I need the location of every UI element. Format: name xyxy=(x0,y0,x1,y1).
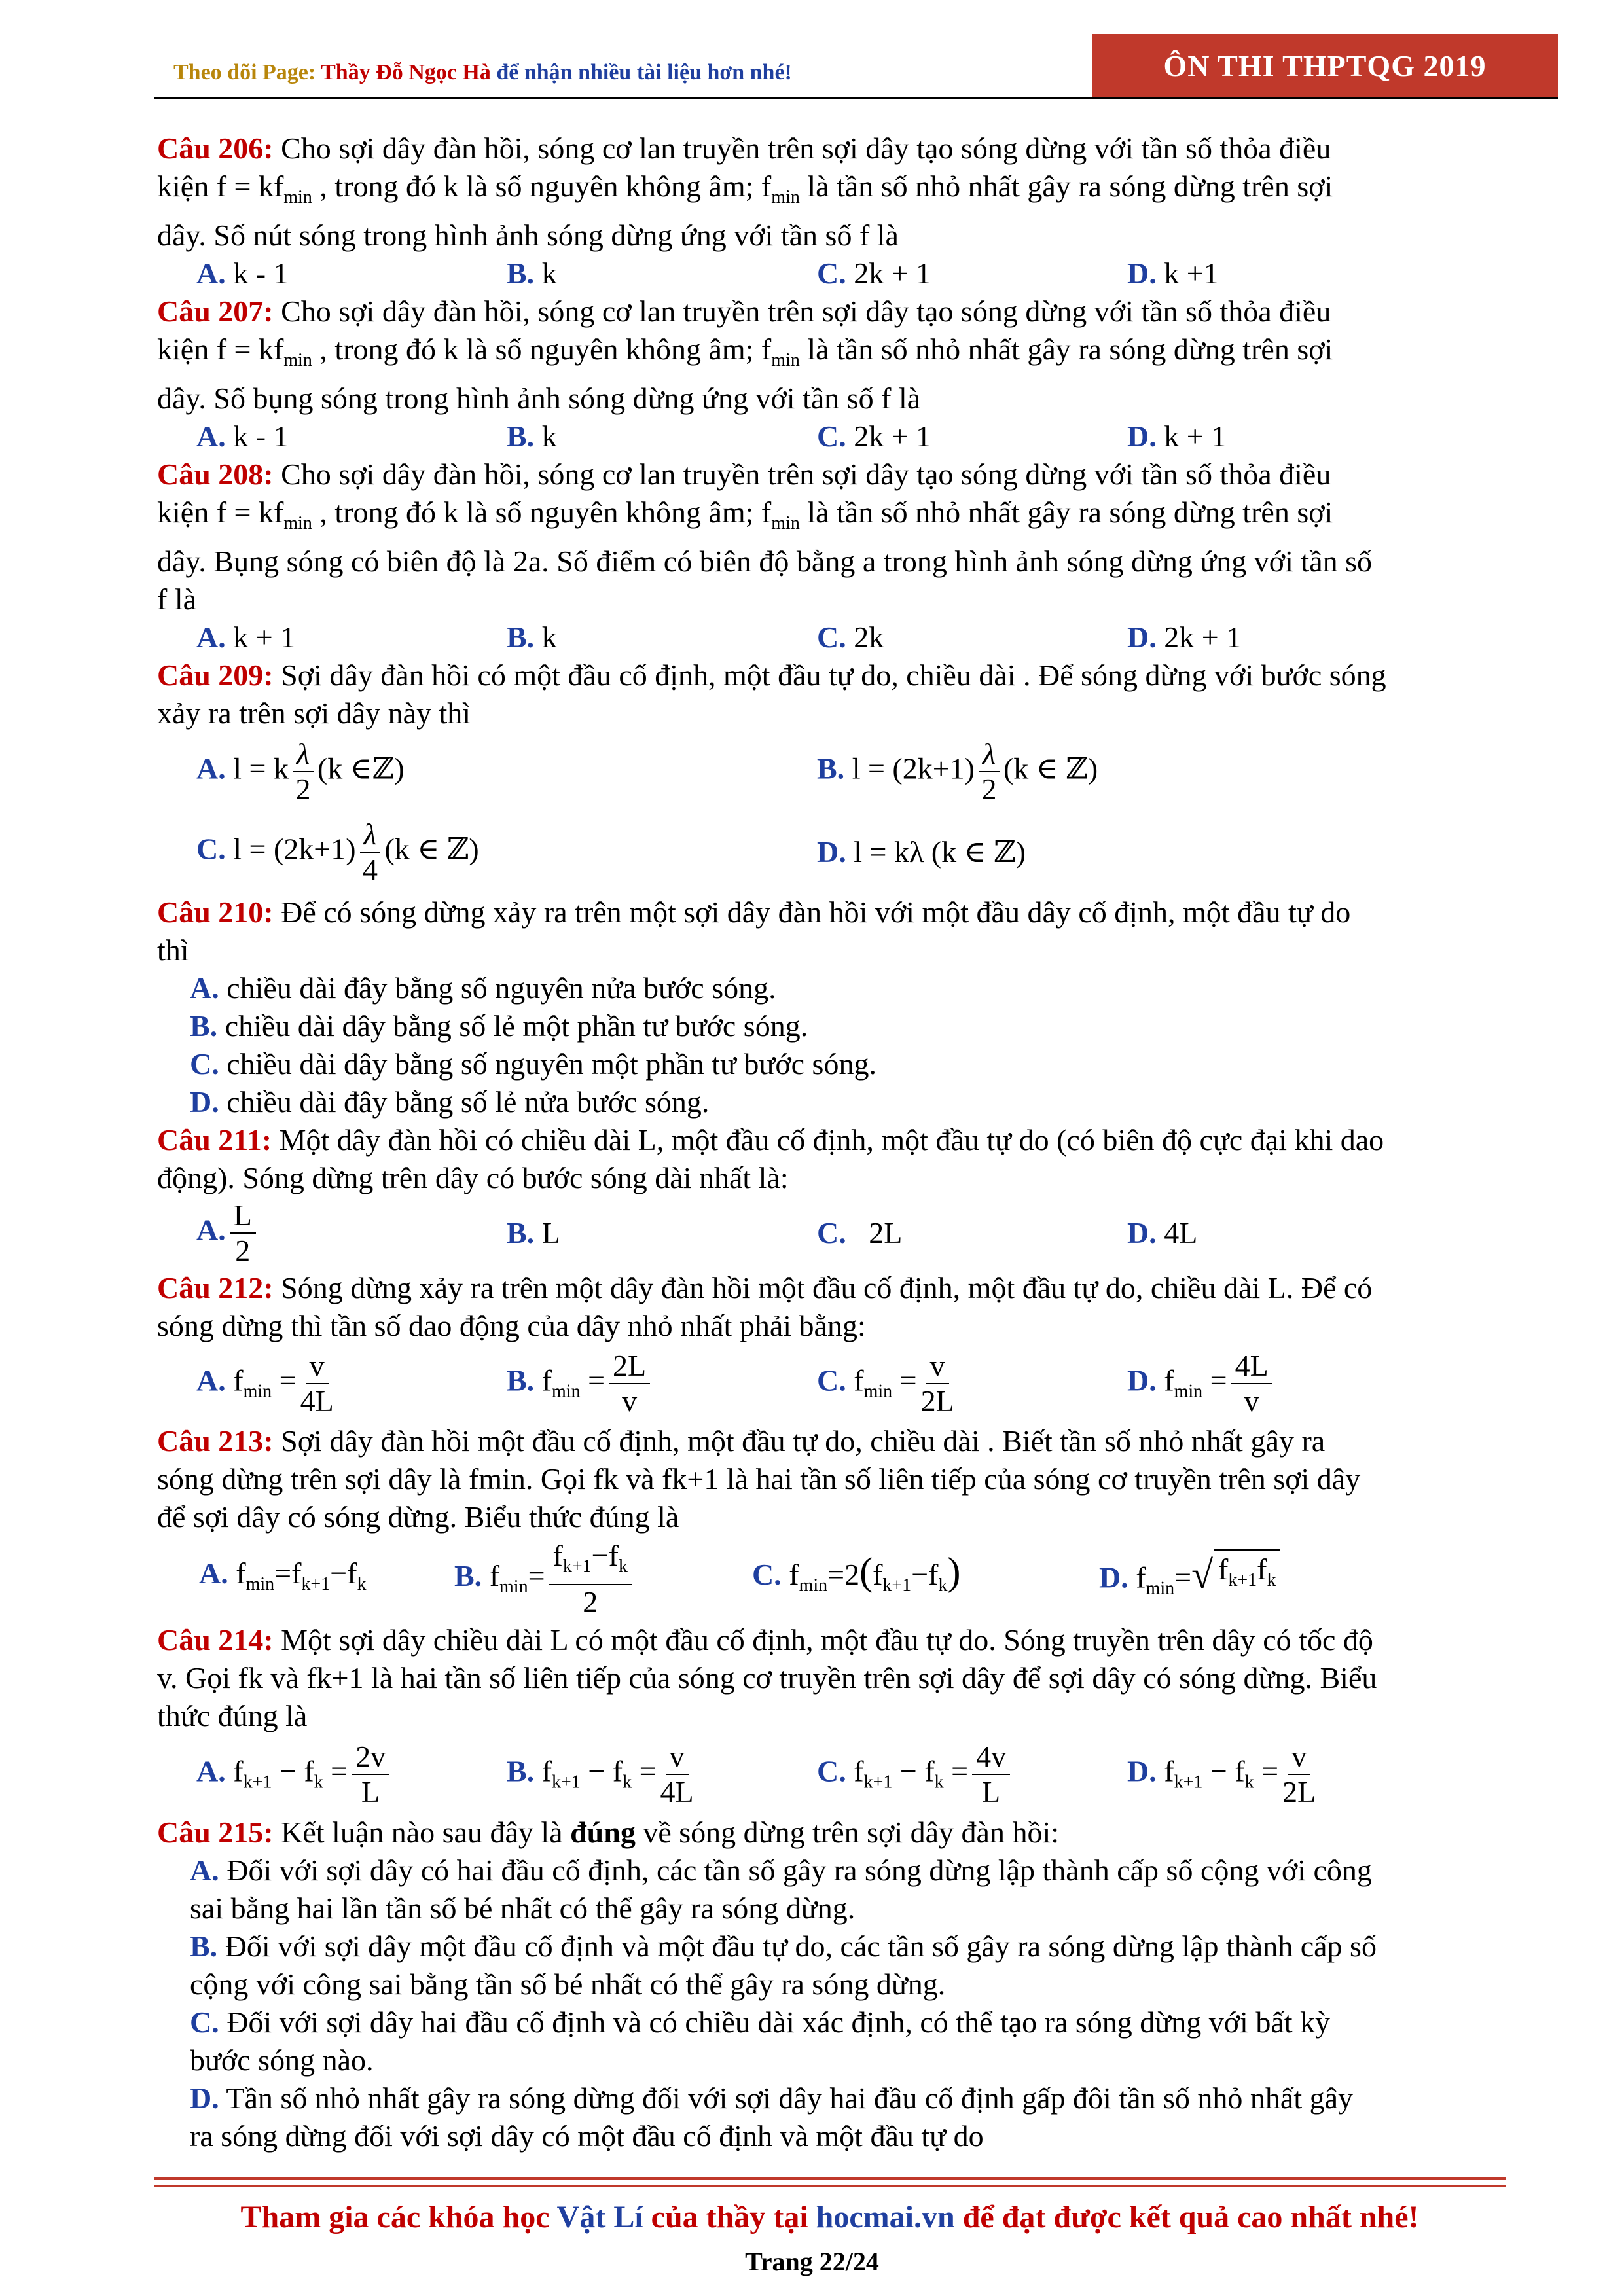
fraction: $\frac{f_{k+1}-f_k}{2}$ xyxy=(549,1539,632,1619)
fraction: $\frac{v}{2L}$ xyxy=(920,1349,954,1418)
fraction: $\frac{L}{2}$ xyxy=(230,1198,256,1268)
fraction: $\frac{2L}{v}$ xyxy=(609,1349,650,1418)
fraction: $\frac{4v}{L}$ xyxy=(972,1740,1010,1809)
question-211: Câu 211: Một dây đàn hồi có chiều dài L, một đầu cố định, một đầu tự do (có biên độ cực đại khi dao xyxy=(157,1123,1384,1157)
footer-promo: Tham gia các khóa học Vật Lí của thầy tại hocmai.vn để đạt được kết quả cao nhất nhé! xyxy=(240,2200,1419,2234)
fraction: $\frac{2v}{L}$ xyxy=(352,1740,389,1809)
option-a[interactable]: A. l = k $\frac{\lambda}{2}$ (k ∈ℤ) xyxy=(196,737,405,806)
option-a[interactable]: A. $f_{k+1} - f_k$ = $\frac{2v}{L}$ xyxy=(196,1740,507,1809)
option-b[interactable]: B. L xyxy=(507,1216,560,1249)
question-213: Câu 213: Sợi dây đàn hồi một đầu cố định, một đầu tự do, chiều dài . Biết tần số nhỏ nhất gây ra xyxy=(157,1424,1326,1458)
fraction: $\frac{\lambda}{2}$ xyxy=(979,737,1000,806)
options-206 xyxy=(157,255,1538,293)
option-b[interactable]: B. $f_{min}=$ $\frac{f_{k+1}-f_k}{2}$ xyxy=(454,1539,752,1619)
options-208 xyxy=(157,619,1538,656)
option-b[interactable]: B. k xyxy=(507,420,557,453)
option-d[interactable]: D. 4L xyxy=(1127,1216,1198,1249)
option-b[interactable]: B. $f_{k+1} - f_k$ = $\frac{v}{4L}$ xyxy=(507,1740,694,1808)
options-212 xyxy=(157,1345,1538,1422)
option-c[interactable]: C. 2k + 1 xyxy=(817,420,931,453)
options-211 xyxy=(157,1197,1538,1269)
footer-divider xyxy=(154,2177,1506,2180)
fraction: $\frac{v}{4L}$ xyxy=(300,1349,334,1418)
option-c[interactable]: C. $f_{k+1} - f_k$ = $\frac{4v}{L}$ xyxy=(817,1740,1127,1809)
option-c[interactable]: C. chiều dài dây bằng số nguyên một phần tư bước sóng. xyxy=(190,1047,876,1081)
option-a[interactable]: A. k + 1 xyxy=(196,620,296,654)
question-207: Câu 207: Cho sợi dây đàn hồi, sóng cơ lan truyền trên sợi dây tạo sóng dừng với tần số thỏa điều xyxy=(157,295,1331,328)
option-b[interactable]: B. l = (2k+1) $\frac{\lambda}{2}$ (k ∈ ℤ) xyxy=(817,737,1098,806)
options-207 xyxy=(157,418,1538,456)
option-a[interactable]: A. $f_{min}=f_{k+1}-f_k$ xyxy=(199,1556,367,1594)
option-c[interactable]: C. 2L xyxy=(817,1216,903,1249)
page-name-link[interactable]: Thầy Đỗ Ngọc Hà xyxy=(321,60,491,84)
option-b[interactable]: B. k xyxy=(507,257,557,290)
option-a[interactable]: A. k - 1 xyxy=(196,420,289,453)
question-206: Câu 206: Cho sợi dây đàn hồi, sóng cơ lan truyền trên sợi dây tạo sóng dừng với tần số thỏa điều xyxy=(157,132,1331,165)
question-list: Câu 206: Cho sợi dây đàn hồi, sóng cơ lan truyền trên sợi dây tạo sóng dừng với tần số thỏa điều kiện $f = kf_{min}$ , trong đó k là số nguyên không âm; $f_{min}$ là tần số nhỏ nhất gây ra sóng dừng trên sợi dây. Số nút sóng trong hình ảnh sóng dừng ứng với tần số f là A. k - 1 B. k C. 2k + 1 D. k +1 Câu 207: Cho sợi dây đàn hồi, sóng cơ lan truyền trên sợi dây tạo sóng dừng với tần số thỏa điều kiện $f = kf_{min}$ , trong đó k là số nguyên không âm; $f_{min}$ là tần số nhỏ nhất gây ra sóng dừng trên sợi dây. Số bụng sóng trong hình ảnh sóng dừng ứng với tần số f là A. k - 1 B. k C. 2k + 1 D. k + 1 Câu 208: Cho sợi dây đàn hồi, sóng cơ lan truyền trên sợi dây tạo sóng dừng với tần số thỏa điều kiện $f = kf_{min}$ , trong đó k là số nguyên không âm; $f_{min}$ là tần số nhỏ nhất gây ra sóng dừng trên sợi dây. Bụng sóng có biên độ là 2a. Số điểm có biên độ bằng a trong hình ảnh sóng dừng ứng với tần số f là A. k + 1 B. k C. 2k D. 2k + 1 Câu 209: Sợi dây đàn hồi có một đầu cố định, một đầu tự do, chiều dài . Để sóng dừng với bước sóng xảy ra trên sợi dây này thì A. l = k $\frac{\lambda}{2}$ (k ∈ℤ) B. l = (2k+1) $\frac{\lambda}{2}$ (k ∈ ℤ) C. l = (2k+1) $\frac{\lambda}{4}$ (k ∈ ℤ) D. l = kλ (k ∈ ℤ) Câu 210: Để có sóng dừng xảy ra trên một sợi dây đàn hồi với một đầu dây cố định, một đầu tự do thì A. chiều dài đây bằng số nguyên nửa bước sóng. B. chiều dài dây bằng số lẻ một phần tư bước sóng. C. chiều dài dây bằng số nguyên một phần tư bước sóng. D. chiều dài đây bằng số lẻ nửa bước sóng. Câu 211: Một dây đàn hồi có chiều dài L, một đầu cố định, một đầu tự do (có biên độ cực đại khi dao động). Sóng dừng trên dây có bước sóng dài nhất là: A. $\frac{L}{2}$ B. L C. 2L D. 4L Câu 212: Sóng dừng xảy ra trên một dây đàn hồi một đầu cố định, một đầu tự do, chiều dài L. Để có sóng dừng thì tần số dao động của dây nhỏ nhất phải bằng: A. $f_{min}$ = $\frac{v}{4L}$ B. $f_{min}$ = $\frac{2L}{v}$ C. $f_{min}$ = $\frac{v}{2L}$ D. $f_{min}$ = $\frac{4L}{v}$ Câu 213: Sợi dây đàn hồi một đầu cố định, một đầu tự do, chiều dài . Biết tần số nhỏ nhất gây ra sóng dừng trên sợi dây là fmin. Gọi fk và fk+1 là hai tần số liên tiếp của sóng cơ truyền trên sợi dây để sợi dây có sóng dừng. Biểu thức đúng là A. $f_{min}=f_{k+1}-f_k$ B. $f_{min}=$ $\frac{f_{k+1}-f_k}{2}$ C. $f_{min}=2(f_{k+1}-f_k)$ D. $f_{min}=$ √ $f_{k+1}f_k$ Câu 214: Một sợi dây chiều dài L có một đầu cố định, một đầu tự do. Sóng truyền trên dây có tốc độ v. Gọi fk và fk+1 là hai tần số liên tiếp của sóng cơ truyền trên sợi dây để sợi dây có sóng dừng. Biểu thức đúng là A. $f_{k+1} - f_k$ = $\frac{2v}{L}$ B. $f_{k+1} - f_k$ = $\frac{v}{4L}$ C. $f_{k+1} - f_k$ = $\frac{4v}{L}$ D. $f_{k+1} - f_k$ = $\frac{v}{2L}$ Câu 215: Kết luận nào sau đây là đúng về sóng dừng trên sợi dây đàn hồi: A. Đối với sợi dây có hai đầu cố định, các tần số gây ra sóng dừng lập thành cấp số cộng với công sai bằng hai lần tần số bé nhất có thể gây ra sóng dừng. B. Đối với sợi dây một đầu cố định và một đầu tự do, các tần số gây ra sóng dừng lập thành cấp số cộng với công sai bằng tần số bé nhất có thể gây ra sóng dừng. C. Đối với sợi dây hai đầu cố định và có chiều dài xác định, có thể tạo ra sóng dừng với bất kỳ bước sóng nào. D. Tần số nhỏ nhất gây ra sóng dừng đối với sợi dây hai đầu cố định gấp đôi tần số nhỏ nhất gây ra sóng dừng đối với sợi dây có một đầu cố định và một đầu tự do xyxy=(157,130,1538,2155)
option-b[interactable]: B. Đối với sợi dây một đầu cố định và một đầu tự do, các tần số gây ra sóng dừng lập thành cấp số cộng với công sai bằng tần số bé nhất có thể gây ra sóng dừng. xyxy=(190,1929,1377,2001)
option-d[interactable]: D. k +1 xyxy=(1127,257,1219,290)
options-209-row2 xyxy=(157,811,1538,893)
option-b[interactable]: B. $f_{min}$ = $\frac{2L}{v}$ xyxy=(507,1349,817,1418)
option-a[interactable]: A. Đối với sợi dây có hai đầu cố định, các tần số gây ra sóng dừng lập thành cấp số cộng với công sai bằng hai lần tần số bé nhất có thể gây ra sóng dừng. xyxy=(190,1854,1372,1925)
option-d[interactable]: D. chiều dài đây bằng số lẻ nửa bước sóng. xyxy=(190,1085,710,1119)
header-follow-text: Theo dõi Page: Thầy Đỗ Ngọc Hà để nhận nhiều tài liệu hơn nhé! xyxy=(173,60,792,84)
option-a[interactable]: A. $\frac{L}{2}$ xyxy=(196,1198,507,1268)
question-210: Câu 210: Để có sóng dừng xảy ra trên một sợi dây đàn hồi với một đầu dây cố định, một đầu tự do xyxy=(157,895,1351,929)
question-215: Câu 215: Kết luận nào sau đây là đúng về sóng dừng trên sợi dây đàn hồi: xyxy=(157,1816,1060,1849)
fraction: $\frac{v}{2L}$ xyxy=(1282,1740,1316,1808)
option-d[interactable]: D. l = kλ (k ∈ ℤ) xyxy=(817,835,1026,869)
option-b[interactable]: B. k xyxy=(507,620,557,654)
option-c[interactable]: C. 2k xyxy=(817,620,884,654)
option-c[interactable]: C. 2k + 1 xyxy=(817,257,931,290)
footer-divider-thin xyxy=(154,2185,1506,2187)
option-b[interactable]: B. chiều dài dây bằng số lẻ một phần tư bước sóng. xyxy=(190,1009,808,1043)
option-d[interactable]: D. $f_{min}$ = $\frac{4L}{v}$ xyxy=(1127,1349,1437,1418)
option-c[interactable]: C. $f_{min}=2(f_{k+1}-f_k)$ xyxy=(752,1550,961,1596)
options-209-row1 xyxy=(157,732,1538,811)
fraction: $\frac{\lambda}{2}$ xyxy=(293,737,314,806)
option-c[interactable]: C. $f_{min}$ = $\frac{v}{2L}$ xyxy=(817,1349,954,1418)
question-209: Câu 209: Sợi dây đàn hồi có một đầu cố định, một đầu tự do, chiều dài . Để sóng dừng với bước sóng xyxy=(157,658,1386,692)
fraction: $\frac{4L}{v}$ xyxy=(1231,1349,1272,1418)
site-link[interactable]: hocmai.vn xyxy=(816,2200,955,2234)
exam-title-banner: ÔN THI THPTQG 2019 xyxy=(1092,34,1558,97)
option-c[interactable]: C. Đối với sợi dây hai đầu cố định và có chiều dài xác định, có thể tạo ra sóng dừng với bất kỳ bước sóng nào. xyxy=(190,2005,1331,2077)
question-208: Câu 208: Cho sợi dây đàn hồi, sóng cơ lan truyền trên sợi dây tạo sóng dừng với tần số thỏa điều xyxy=(157,457,1331,491)
option-d[interactable]: D. k + 1 xyxy=(1127,420,1227,453)
question-212: Câu 212: Sóng dừng xảy ra trên một dây đàn hồi một đầu cố định, một đầu tự do, chiều dài L. Để có xyxy=(157,1271,1373,1304)
option-d[interactable]: D. $f_{min}=$ √ $f_{k+1}f_k$ xyxy=(1099,1549,1387,1608)
header-divider xyxy=(154,97,1558,99)
options-213 xyxy=(157,1536,1538,1621)
options-214 xyxy=(157,1735,1538,1814)
option-a[interactable]: A. k - 1 xyxy=(196,257,289,290)
option-c[interactable]: C. l = (2k+1) $\frac{\lambda}{4}$ (k ∈ ℤ) xyxy=(196,817,479,886)
question-214: Câu 214: Một sợi dây chiều dài L có một đầu cố định, một đầu tự do. Sóng truyền trên dây có tốc độ xyxy=(157,1623,1373,1657)
fraction: $\frac{v}{4L}$ xyxy=(660,1740,694,1808)
option-a[interactable]: A. $f_{min}$ = $\frac{v}{4L}$ xyxy=(196,1349,334,1418)
option-d[interactable]: D. $f_{k+1} - f_k$ = $\frac{v}{2L}$ xyxy=(1127,1740,1316,1808)
option-a[interactable]: A. chiều dài đây bằng số nguyên nửa bước sóng. xyxy=(190,971,776,1005)
square-root: √ $f_{k+1}f_k$ xyxy=(1191,1549,1280,1600)
option-d[interactable]: D. 2k + 1 xyxy=(1127,620,1242,654)
page-number: Trang 22/24 xyxy=(745,2247,879,2276)
fraction: $\frac{\lambda}{4}$ xyxy=(360,817,381,887)
option-d[interactable]: D. Tần số nhỏ nhất gây ra sóng dừng đối với sợi dây hai đầu cố định gấp đôi tần số nhỏ nhất gây ra sóng dừng đối với sợi dây có một đầu cố định và một đầu tự do xyxy=(190,2081,1354,2153)
